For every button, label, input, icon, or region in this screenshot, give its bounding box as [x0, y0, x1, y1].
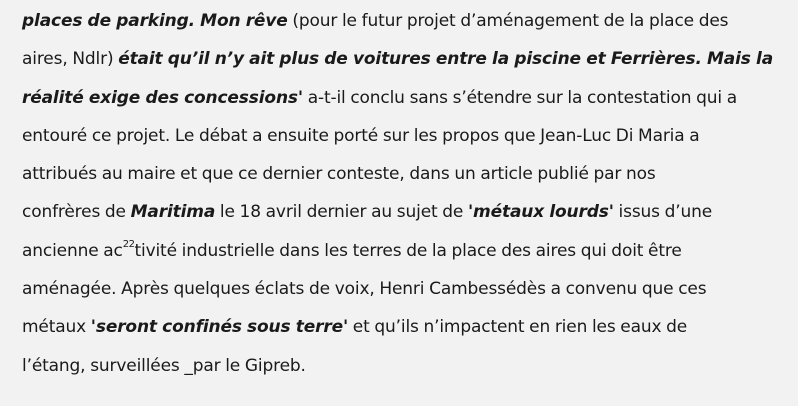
text-line [22, 2, 792, 40]
text-run: tivité industrielle dans les terres de la place des aires qui doit être [134, 240, 682, 261]
text-line [22, 193, 792, 231]
text-run: et qu’ils n’impactent en rien les eaux de [348, 317, 688, 338]
article-body [22, 2, 792, 385]
text-run: le 18 avril dernier au sujet de [215, 202, 468, 223]
text-run: (pour le futur projet d’aménagement de la place des [287, 11, 729, 31]
text-run: attribués au maire et que ce dernier conteste, dans un article publié par nos [22, 164, 656, 185]
text-run: confrères de [22, 202, 131, 223]
text-line [22, 40, 792, 78]
text-line [22, 232, 792, 270]
text-run: métaux [22, 317, 91, 338]
text-run: aires, Ndlr) [22, 49, 119, 70]
quote-emphasis: était qu’il n’y ait plus de voitures entre la piscine et Ferrières. Mais la [118, 49, 774, 70]
text-line [22, 347, 792, 385]
text-line [22, 270, 792, 308]
text-line [22, 79, 792, 117]
quote-emphasis: 'seront confinés sous terre' [90, 317, 349, 338]
quote-emphasis: réalité exige des concessions' [22, 87, 303, 108]
text-line [22, 155, 792, 193]
text-run: issus d’une [613, 202, 713, 223]
footnote-marker: 22 [122, 238, 135, 250]
quote-emphasis: 'métaux lourds' [468, 202, 614, 223]
publication-name: Maritima [130, 202, 216, 223]
text-run: a-t-il conclu sans s’étendre sur la contestation qui a [302, 87, 737, 108]
quote-emphasis: places de parking. Mon rêve [22, 11, 288, 31]
text-run: ancienne ac [22, 240, 123, 261]
text-run: entouré ce projet. Le débat a ensuite porté sur les propos que Jean-Luc Di Maria a [22, 125, 700, 146]
text-run: l’étang, surveillées _par le Gipreb. [22, 355, 306, 376]
text-line [22, 117, 792, 155]
text-run: aménagée. Après quelques éclats de voix, Henri Cambessédès a convenu que ces [22, 279, 707, 300]
text-line [22, 308, 792, 346]
